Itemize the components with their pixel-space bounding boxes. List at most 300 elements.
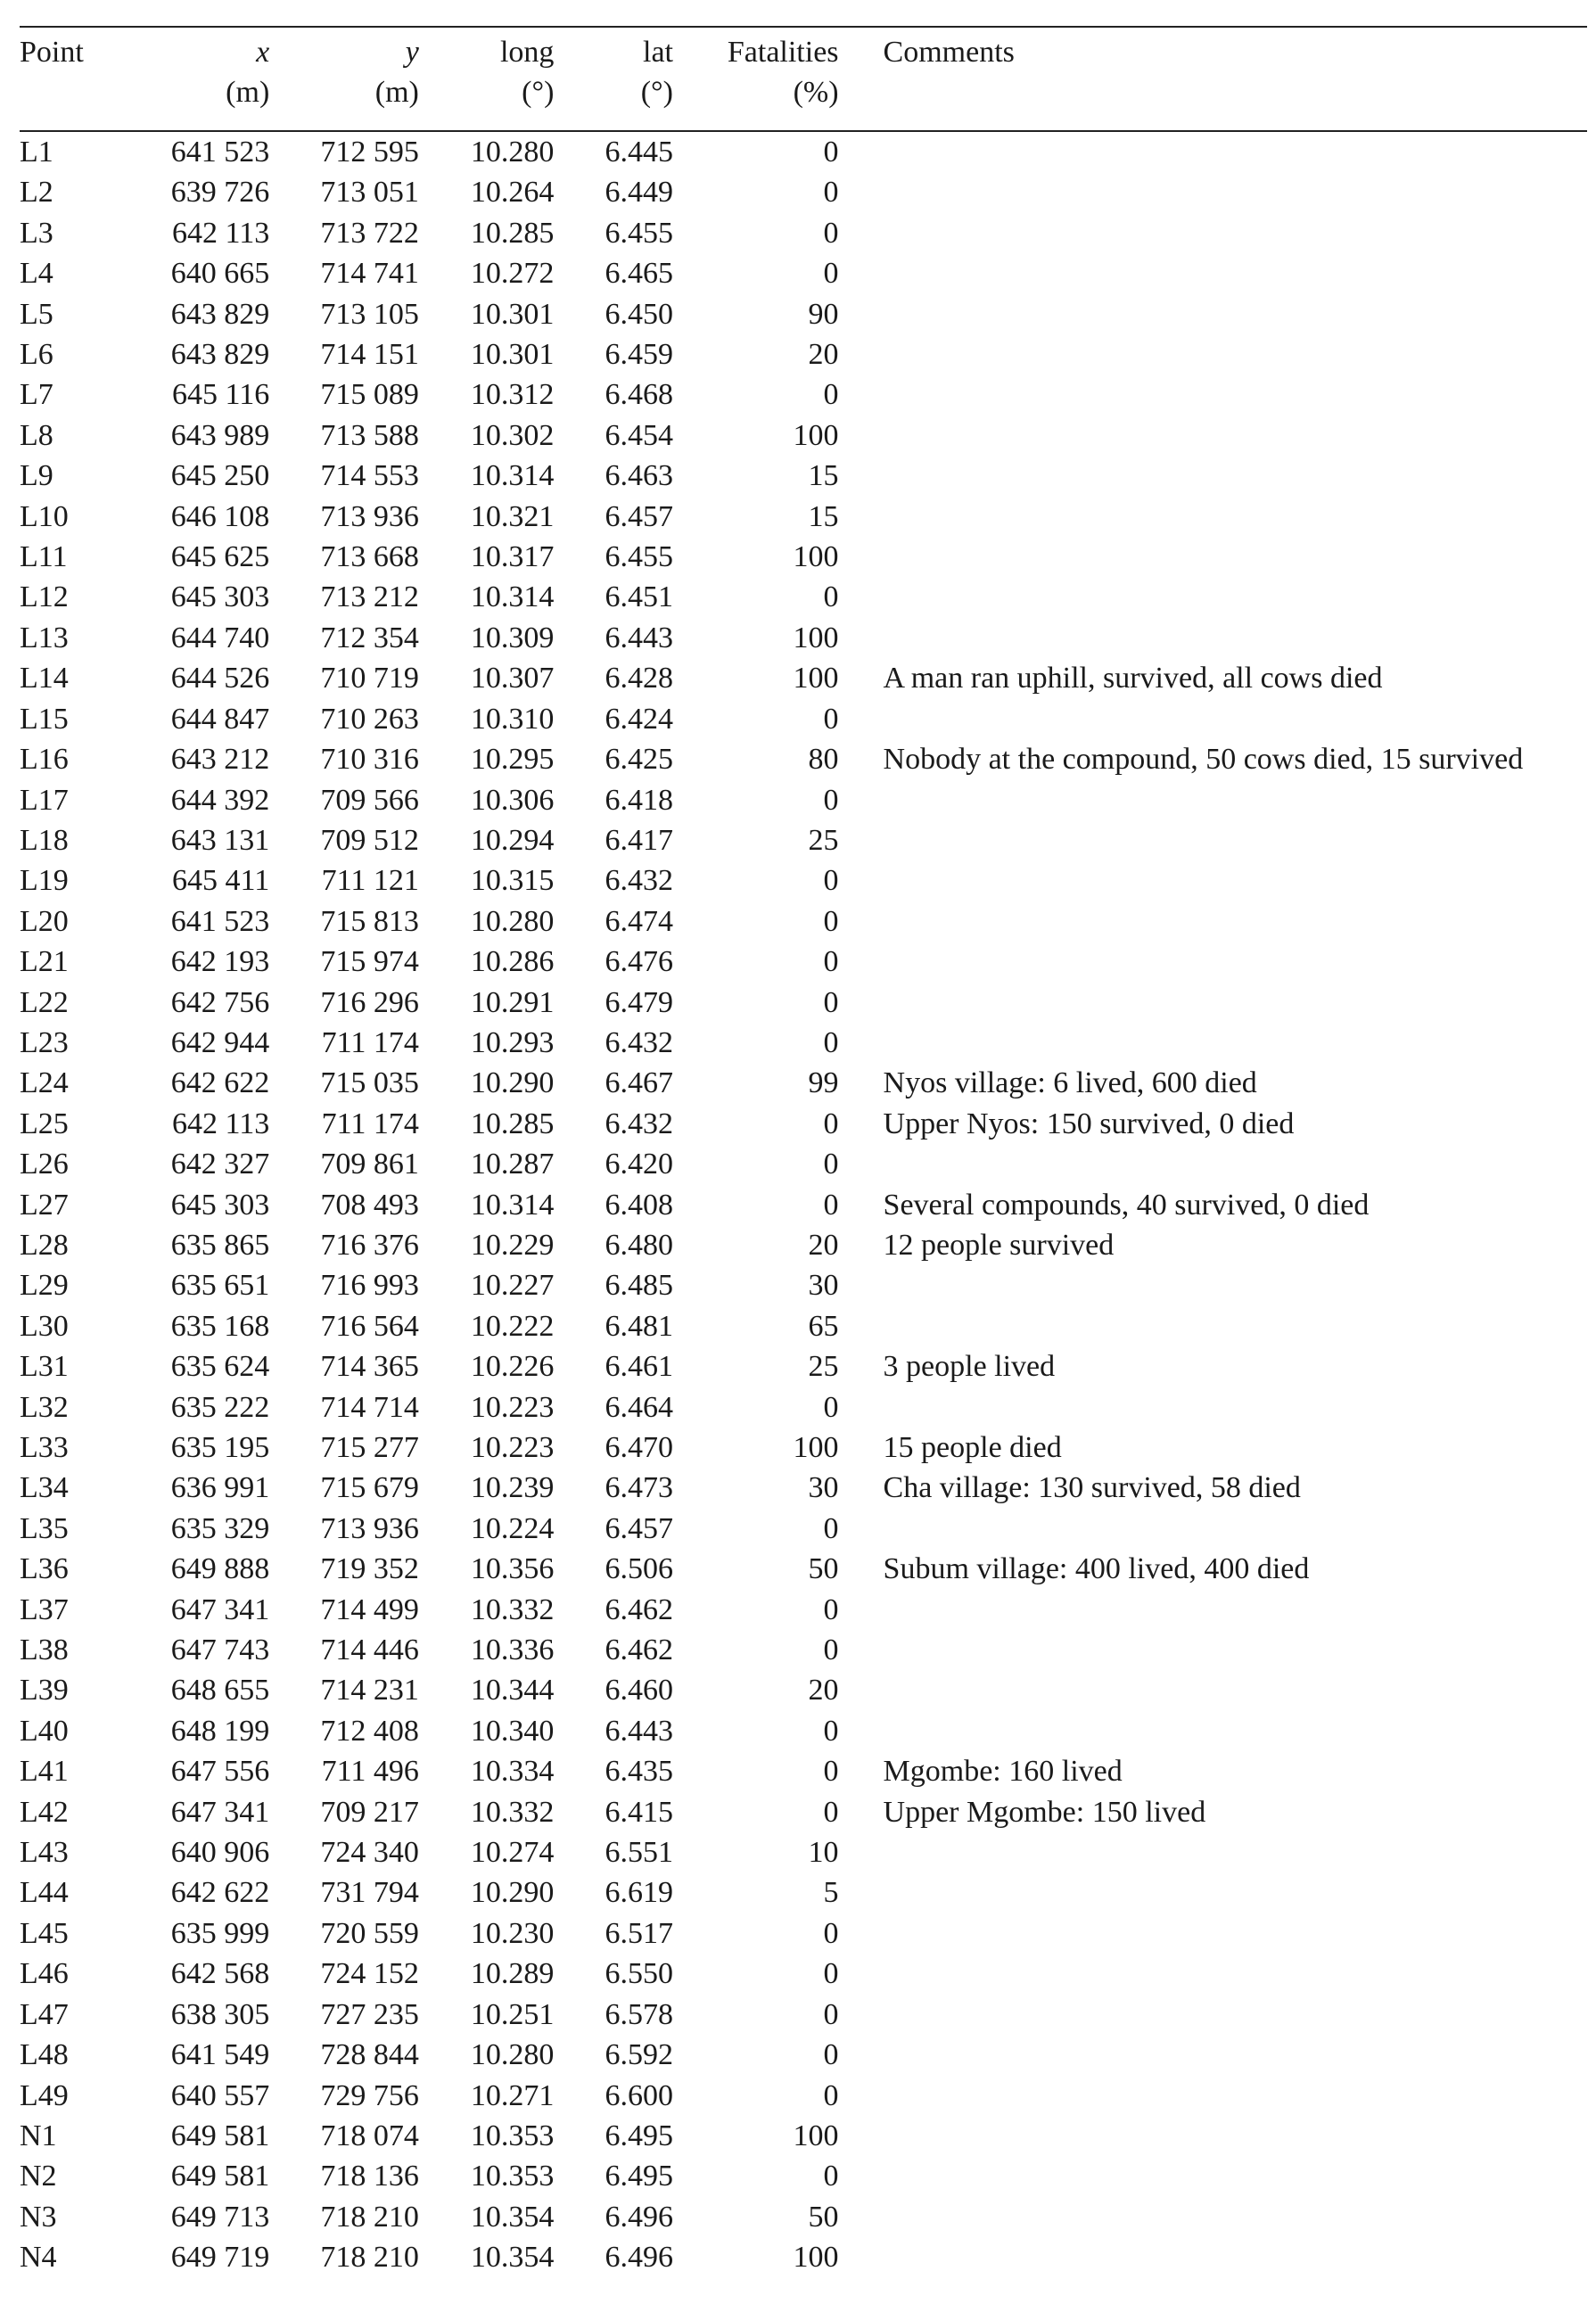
table-row [20, 1306, 1596, 1346]
cell-point: L39 [20, 1674, 69, 1707]
cell-lat: 6.517 [605, 1916, 673, 1950]
cell-x: 643 131 [170, 823, 270, 857]
table-row [20, 1023, 1596, 1063]
cell-fatalities: 20 [808, 338, 839, 372]
cell-point: L1 [20, 136, 53, 169]
header-units-row [20, 72, 1596, 112]
cell-point: L47 [20, 1997, 69, 2031]
cell-long: 10.301 [470, 297, 555, 331]
cell-point: L32 [20, 1390, 69, 1424]
cell-point: L43 [20, 1836, 69, 1870]
cell-fatalities: 0 [823, 1592, 839, 1626]
table-row [20, 1711, 1596, 1751]
cell-point: N4 [20, 2241, 57, 2275]
cell-long: 10.280 [470, 2038, 555, 2072]
cell-y: 713 722 [320, 216, 419, 250]
cell-y: 712 408 [320, 1714, 419, 1748]
cell-x: 641 549 [170, 2038, 270, 2072]
cell-x: 649 581 [170, 2119, 270, 2152]
cell-point: L28 [20, 1228, 69, 1262]
cell-y: 714 365 [320, 1350, 419, 1384]
cell-comment [839, 1630, 1596, 1670]
cell-long: 10.314 [470, 459, 555, 493]
header-lat: lat [643, 36, 673, 69]
cell-comment [839, 416, 1596, 456]
cell-lat: 6.435 [605, 1755, 673, 1789]
cell-x: 645 303 [170, 1188, 270, 1222]
cell-comment [839, 577, 1596, 617]
cell-lat: 6.474 [605, 904, 673, 938]
cell-comment [839, 294, 1596, 334]
table-row [20, 1872, 1596, 1913]
cell-fatalities: 50 [808, 2200, 839, 2234]
cell-long: 10.239 [470, 1471, 555, 1505]
cell-comment [839, 618, 1596, 658]
cell-fatalities: 0 [823, 1390, 839, 1424]
cell-lat: 6.461 [605, 1350, 673, 1384]
cell-long: 10.309 [470, 621, 555, 654]
cell-long: 10.295 [470, 743, 555, 777]
cell-point: N1 [20, 2119, 57, 2152]
header-long-unit: (°) [522, 76, 555, 109]
table-row [20, 780, 1596, 820]
cell-comment [839, 1711, 1596, 1751]
cell-x: 644 847 [170, 702, 270, 736]
cell-y: 720 559 [320, 1916, 419, 1950]
header-comments: Comments [883, 36, 1015, 69]
cell-fatalities: 20 [808, 1674, 839, 1707]
cell-point: L48 [20, 2038, 69, 2072]
table-row [20, 537, 1596, 577]
cell-fatalities: 80 [808, 743, 839, 777]
cell-x: 640 906 [170, 1836, 270, 1870]
cell-x: 645 116 [172, 378, 270, 412]
cell-lat: 6.462 [605, 1633, 673, 1667]
cell-point: L25 [20, 1107, 69, 1140]
cell-point: N3 [20, 2200, 57, 2234]
cell-y: 710 263 [320, 702, 419, 736]
cell-x: 648 655 [170, 1674, 270, 1707]
cell-x: 644 392 [170, 783, 270, 817]
cell-comment [839, 132, 1596, 172]
table-row [20, 2197, 1596, 2237]
cell-lat: 6.470 [605, 1431, 673, 1464]
cell-x: 646 108 [170, 499, 270, 533]
cell-y: 709 217 [320, 1795, 419, 1829]
cell-long: 10.285 [470, 1107, 555, 1140]
cell-y: 713 051 [320, 176, 419, 210]
cell-lat: 6.457 [605, 499, 673, 533]
cell-fatalities: 0 [823, 1755, 839, 1789]
cell-x: 644 526 [170, 662, 270, 695]
cell-y: 718 210 [320, 2241, 419, 2275]
cell-y: 708 493 [320, 1188, 419, 1222]
cell-point: L42 [20, 1795, 69, 1829]
cell-long: 10.340 [470, 1714, 555, 1748]
cell-point: L40 [20, 1714, 69, 1748]
cell-comment: A man ran uphill, survived, all cows died [883, 662, 1383, 695]
cell-long: 10.314 [470, 1188, 555, 1222]
cell-lat: 6.449 [605, 176, 673, 210]
cell-x: 649 888 [170, 1552, 270, 1586]
cell-fatalities: 0 [823, 945, 839, 979]
table-row [20, 1954, 1596, 1994]
table-row [20, 1185, 1596, 1225]
cell-long: 10.332 [470, 1592, 555, 1626]
cell-y: 711 174 [321, 1107, 419, 1140]
cell-lat: 6.485 [605, 1269, 673, 1303]
cell-comment [839, 1387, 1596, 1428]
cell-fatalities: 0 [823, 904, 839, 938]
cell-long: 10.264 [470, 176, 555, 210]
cell-fatalities: 0 [823, 1107, 839, 1140]
cell-fatalities: 0 [823, 2078, 839, 2112]
cell-long: 10.226 [470, 1350, 555, 1384]
cell-x: 643 829 [170, 338, 270, 372]
cell-y: 713 105 [320, 297, 419, 331]
cell-long: 10.354 [470, 2241, 555, 2275]
cell-fatalities: 0 [823, 1188, 839, 1222]
cell-long: 10.353 [470, 2119, 555, 2152]
cell-x: 635 168 [170, 1309, 270, 1343]
cell-fatalities: 0 [823, 985, 839, 1019]
cell-fatalities: 30 [808, 1269, 839, 1303]
cell-lat: 6.417 [605, 823, 673, 857]
cell-y: 711 121 [321, 864, 419, 898]
cell-long: 10.321 [470, 499, 555, 533]
cell-y: 716 376 [320, 1228, 419, 1262]
cell-point: L36 [20, 1552, 69, 1586]
cell-long: 10.224 [470, 1511, 555, 1545]
cell-point: N2 [20, 2160, 57, 2193]
cell-long: 10.315 [470, 864, 555, 898]
cell-y: 709 566 [320, 783, 419, 817]
table-row [20, 334, 1596, 374]
table-row [20, 1063, 1596, 1103]
table-row [20, 1509, 1596, 1549]
cell-long: 10.334 [470, 1755, 555, 1789]
cell-point: L26 [20, 1148, 69, 1181]
cell-lat: 6.465 [605, 257, 673, 291]
table-row [20, 1832, 1596, 1872]
cell-long: 10.314 [470, 580, 555, 614]
cell-point: L46 [20, 1957, 69, 1991]
cell-fatalities: 25 [808, 823, 839, 857]
cell-point: L5 [20, 297, 53, 331]
cell-point: L9 [20, 459, 53, 493]
cell-lat: 6.428 [605, 662, 673, 695]
header-point: Point [20, 36, 84, 69]
cell-fatalities: 0 [823, 378, 839, 412]
cell-x: 642 327 [170, 1148, 270, 1181]
cell-comment [839, 1872, 1596, 1913]
cell-point: L23 [20, 1025, 69, 1059]
cell-point: L41 [20, 1755, 69, 1789]
cell-long: 10.289 [470, 1957, 555, 1991]
cell-fatalities: 0 [823, 1025, 839, 1059]
header-y: y [405, 36, 419, 69]
table-row [20, 1468, 1596, 1508]
table-row [20, 577, 1596, 617]
cell-x: 647 743 [170, 1633, 270, 1667]
cell-fatalities: 0 [823, 2160, 839, 2193]
cell-point: L13 [20, 621, 69, 654]
table-header [20, 32, 1596, 132]
table-row [20, 1590, 1596, 1630]
cell-y: 714 553 [320, 459, 419, 493]
cell-lat: 6.578 [605, 1997, 673, 2031]
cell-long: 10.280 [470, 136, 555, 169]
header-x: x [256, 36, 270, 69]
cell-long: 10.251 [470, 1997, 555, 2031]
cell-fatalities: 20 [808, 1228, 839, 1262]
cell-y: 724 152 [320, 1957, 419, 1991]
cell-lat: 6.455 [605, 540, 673, 574]
cell-point: L38 [20, 1633, 69, 1667]
cell-fatalities: 0 [823, 136, 839, 169]
cell-fatalities: 100 [793, 2241, 839, 2275]
cell-lat: 6.455 [605, 216, 673, 250]
cell-y: 712 354 [320, 621, 419, 654]
cell-point: L21 [20, 945, 69, 979]
cell-long: 10.227 [470, 1269, 555, 1303]
cell-comment [839, 172, 1596, 212]
cell-x: 649 719 [170, 2241, 270, 2275]
cell-long: 10.294 [470, 823, 555, 857]
cell-point: L27 [20, 1188, 69, 1222]
cell-lat: 6.425 [605, 743, 673, 777]
cell-point: L33 [20, 1431, 69, 1464]
cell-long: 10.291 [470, 985, 555, 1019]
cell-point: L22 [20, 985, 69, 1019]
cell-comment: 3 people lived [883, 1350, 1056, 1384]
cell-comment [839, 2197, 1596, 2237]
cell-x: 647 341 [170, 1592, 270, 1626]
cell-point: L24 [20, 1066, 69, 1100]
cell-y: 729 756 [320, 2078, 419, 2112]
cell-x: 642 756 [170, 985, 270, 1019]
cell-long: 10.287 [470, 1148, 555, 1181]
cell-long: 10.293 [470, 1025, 555, 1059]
cell-fatalities: 0 [823, 783, 839, 817]
cell-x: 635 651 [170, 1269, 270, 1303]
cell-fatalities: 0 [823, 580, 839, 614]
cell-x: 647 341 [170, 1795, 270, 1829]
cell-y: 713 936 [320, 1511, 419, 1545]
cell-lat: 6.506 [605, 1552, 673, 1586]
cell-long: 10.302 [470, 418, 555, 452]
cell-lat: 6.432 [605, 1025, 673, 1059]
cell-lat: 6.592 [605, 2038, 673, 2072]
cell-fatalities: 5 [823, 1876, 839, 1910]
cell-y: 715 089 [320, 378, 419, 412]
cell-lat: 6.462 [605, 1592, 673, 1626]
cell-lat: 6.619 [605, 1876, 673, 1910]
cell-point: L17 [20, 783, 69, 817]
cell-long: 10.336 [470, 1633, 555, 1667]
cell-lat: 6.451 [605, 580, 673, 614]
cell-fatalities: 100 [793, 540, 839, 574]
cell-fatalities: 0 [823, 702, 839, 736]
cell-fatalities: 0 [823, 257, 839, 291]
cell-point: L45 [20, 1916, 69, 1950]
cell-point: L16 [20, 743, 69, 777]
table-row [20, 1428, 1596, 1468]
cell-lat: 6.415 [605, 1795, 673, 1829]
fatalities-table [20, 32, 1596, 2278]
cell-y: 718 136 [320, 2160, 419, 2193]
cell-fatalities: 0 [823, 1714, 839, 1748]
cell-lat: 6.454 [605, 418, 673, 452]
cell-y: 718 210 [320, 2200, 419, 2234]
cell-y: 713 212 [320, 580, 419, 614]
cell-y: 718 074 [320, 2119, 419, 2152]
cell-fatalities: 100 [793, 662, 839, 695]
cell-x: 640 665 [170, 257, 270, 291]
cell-x: 635 865 [170, 1228, 270, 1262]
cell-comment [839, 1265, 1596, 1305]
cell-lat: 6.468 [605, 378, 673, 412]
cell-y: 709 512 [320, 823, 419, 857]
cell-point: L20 [20, 904, 69, 938]
cell-long: 10.290 [470, 1876, 555, 1910]
cell-lat: 6.450 [605, 297, 673, 331]
cell-lat: 6.495 [605, 2119, 673, 2152]
cell-lat: 6.432 [605, 1107, 673, 1140]
cell-comment: Mgombe: 160 lived [883, 1755, 1123, 1789]
cell-x: 642 622 [170, 1876, 270, 1910]
cell-fatalities: 15 [808, 499, 839, 533]
cell-comment [839, 699, 1596, 739]
cell-y: 715 974 [320, 945, 419, 979]
header-row [20, 32, 1596, 72]
cell-long: 10.223 [470, 1390, 555, 1424]
cell-x: 639 726 [170, 176, 270, 210]
cell-y: 715 035 [320, 1066, 419, 1100]
cell-x: 641 523 [170, 904, 270, 938]
cell-point: L30 [20, 1309, 69, 1343]
table-row [20, 901, 1596, 942]
cell-y: 714 446 [320, 1633, 419, 1667]
cell-y: 715 813 [320, 904, 419, 938]
cell-fatalities: 99 [808, 1066, 839, 1100]
cell-fatalities: 0 [823, 1916, 839, 1950]
cell-fatalities: 0 [823, 1957, 839, 1991]
cell-y: 711 174 [321, 1025, 419, 1059]
cell-y: 710 719 [320, 662, 419, 695]
cell-x: 647 556 [170, 1755, 270, 1789]
table-row [20, 1630, 1596, 1670]
cell-fatalities: 0 [823, 864, 839, 898]
table-row [20, 2237, 1596, 2277]
cell-fatalities: 0 [823, 2038, 839, 2072]
cell-long: 10.274 [470, 1836, 555, 1870]
table-row [20, 618, 1596, 658]
cell-y: 719 352 [320, 1552, 419, 1586]
cell-comment [839, 2116, 1596, 2156]
cell-x: 636 991 [170, 1471, 270, 1505]
cell-y: 713 936 [320, 499, 419, 533]
table-row [20, 1346, 1596, 1387]
cell-comment: Several compounds, 40 survived, 0 died [883, 1188, 1370, 1222]
cell-comment [839, 456, 1596, 496]
cell-comment: Upper Mgombe: 150 lived [883, 1795, 1206, 1829]
cell-comment [839, 2076, 1596, 2116]
table-row [20, 1792, 1596, 1832]
cell-comment: Subum village: 400 lived, 400 died [883, 1552, 1310, 1586]
cell-comment [839, 497, 1596, 537]
cell-comment [839, 1670, 1596, 1710]
cell-fatalities: 90 [808, 297, 839, 331]
cell-lat: 6.445 [605, 136, 673, 169]
cell-long: 10.222 [470, 1309, 555, 1343]
cell-comment [839, 901, 1596, 942]
cell-comment [839, 2035, 1596, 2075]
cell-lat: 6.481 [605, 1309, 673, 1343]
cell-lat: 6.479 [605, 985, 673, 1019]
cell-fatalities: 100 [793, 621, 839, 654]
table-row [20, 132, 1596, 172]
cell-y: 716 564 [320, 1309, 419, 1343]
cell-x: 643 989 [170, 418, 270, 452]
cell-y: 728 844 [320, 2038, 419, 2072]
cell-lat: 6.464 [605, 1390, 673, 1424]
cell-x: 635 999 [170, 1916, 270, 1950]
cell-x: 642 622 [170, 1066, 270, 1100]
cell-comment [839, 1832, 1596, 1872]
header-lat-unit: (°) [640, 76, 673, 109]
cell-lat: 6.443 [605, 621, 673, 654]
cell-long: 10.280 [470, 904, 555, 938]
cell-long: 10.332 [470, 1795, 555, 1829]
cell-long: 10.223 [470, 1431, 555, 1464]
cell-point: L4 [20, 257, 53, 291]
cell-fatalities: 0 [823, 1511, 839, 1545]
cell-lat: 6.600 [605, 2078, 673, 2112]
table-row [20, 2116, 1596, 2156]
table-row [20, 1670, 1596, 1710]
table-row [20, 1104, 1596, 1144]
header-comments-unit [839, 72, 1596, 112]
cell-point: L15 [20, 702, 69, 736]
cell-point: L10 [20, 499, 69, 533]
cell-x: 645 250 [170, 459, 270, 493]
cell-comment [839, 253, 1596, 293]
cell-lat: 6.551 [605, 1836, 673, 1870]
cell-x: 635 624 [170, 1350, 270, 1384]
cell-y: 715 679 [320, 1471, 419, 1505]
cell-x: 649 581 [170, 2160, 270, 2193]
cell-lat: 6.473 [605, 1471, 673, 1505]
table-row [20, 658, 1596, 698]
cell-comment: 15 people died [883, 1431, 1062, 1464]
cell-lat: 6.459 [605, 338, 673, 372]
cell-y: 714 499 [320, 1592, 419, 1626]
table-body [20, 132, 1596, 2278]
cell-comment [839, 820, 1596, 860]
cell-lat: 6.476 [605, 945, 673, 979]
cell-point: L12 [20, 580, 69, 614]
cell-long: 10.286 [470, 945, 555, 979]
cell-long: 10.229 [470, 1228, 555, 1262]
table-row [20, 1387, 1596, 1428]
cell-long: 10.230 [470, 1916, 555, 1950]
cell-point: L7 [20, 378, 53, 412]
cell-fatalities: 0 [823, 216, 839, 250]
cell-lat: 6.424 [605, 702, 673, 736]
table-row [20, 456, 1596, 496]
cell-y: 731 794 [320, 1876, 419, 1910]
